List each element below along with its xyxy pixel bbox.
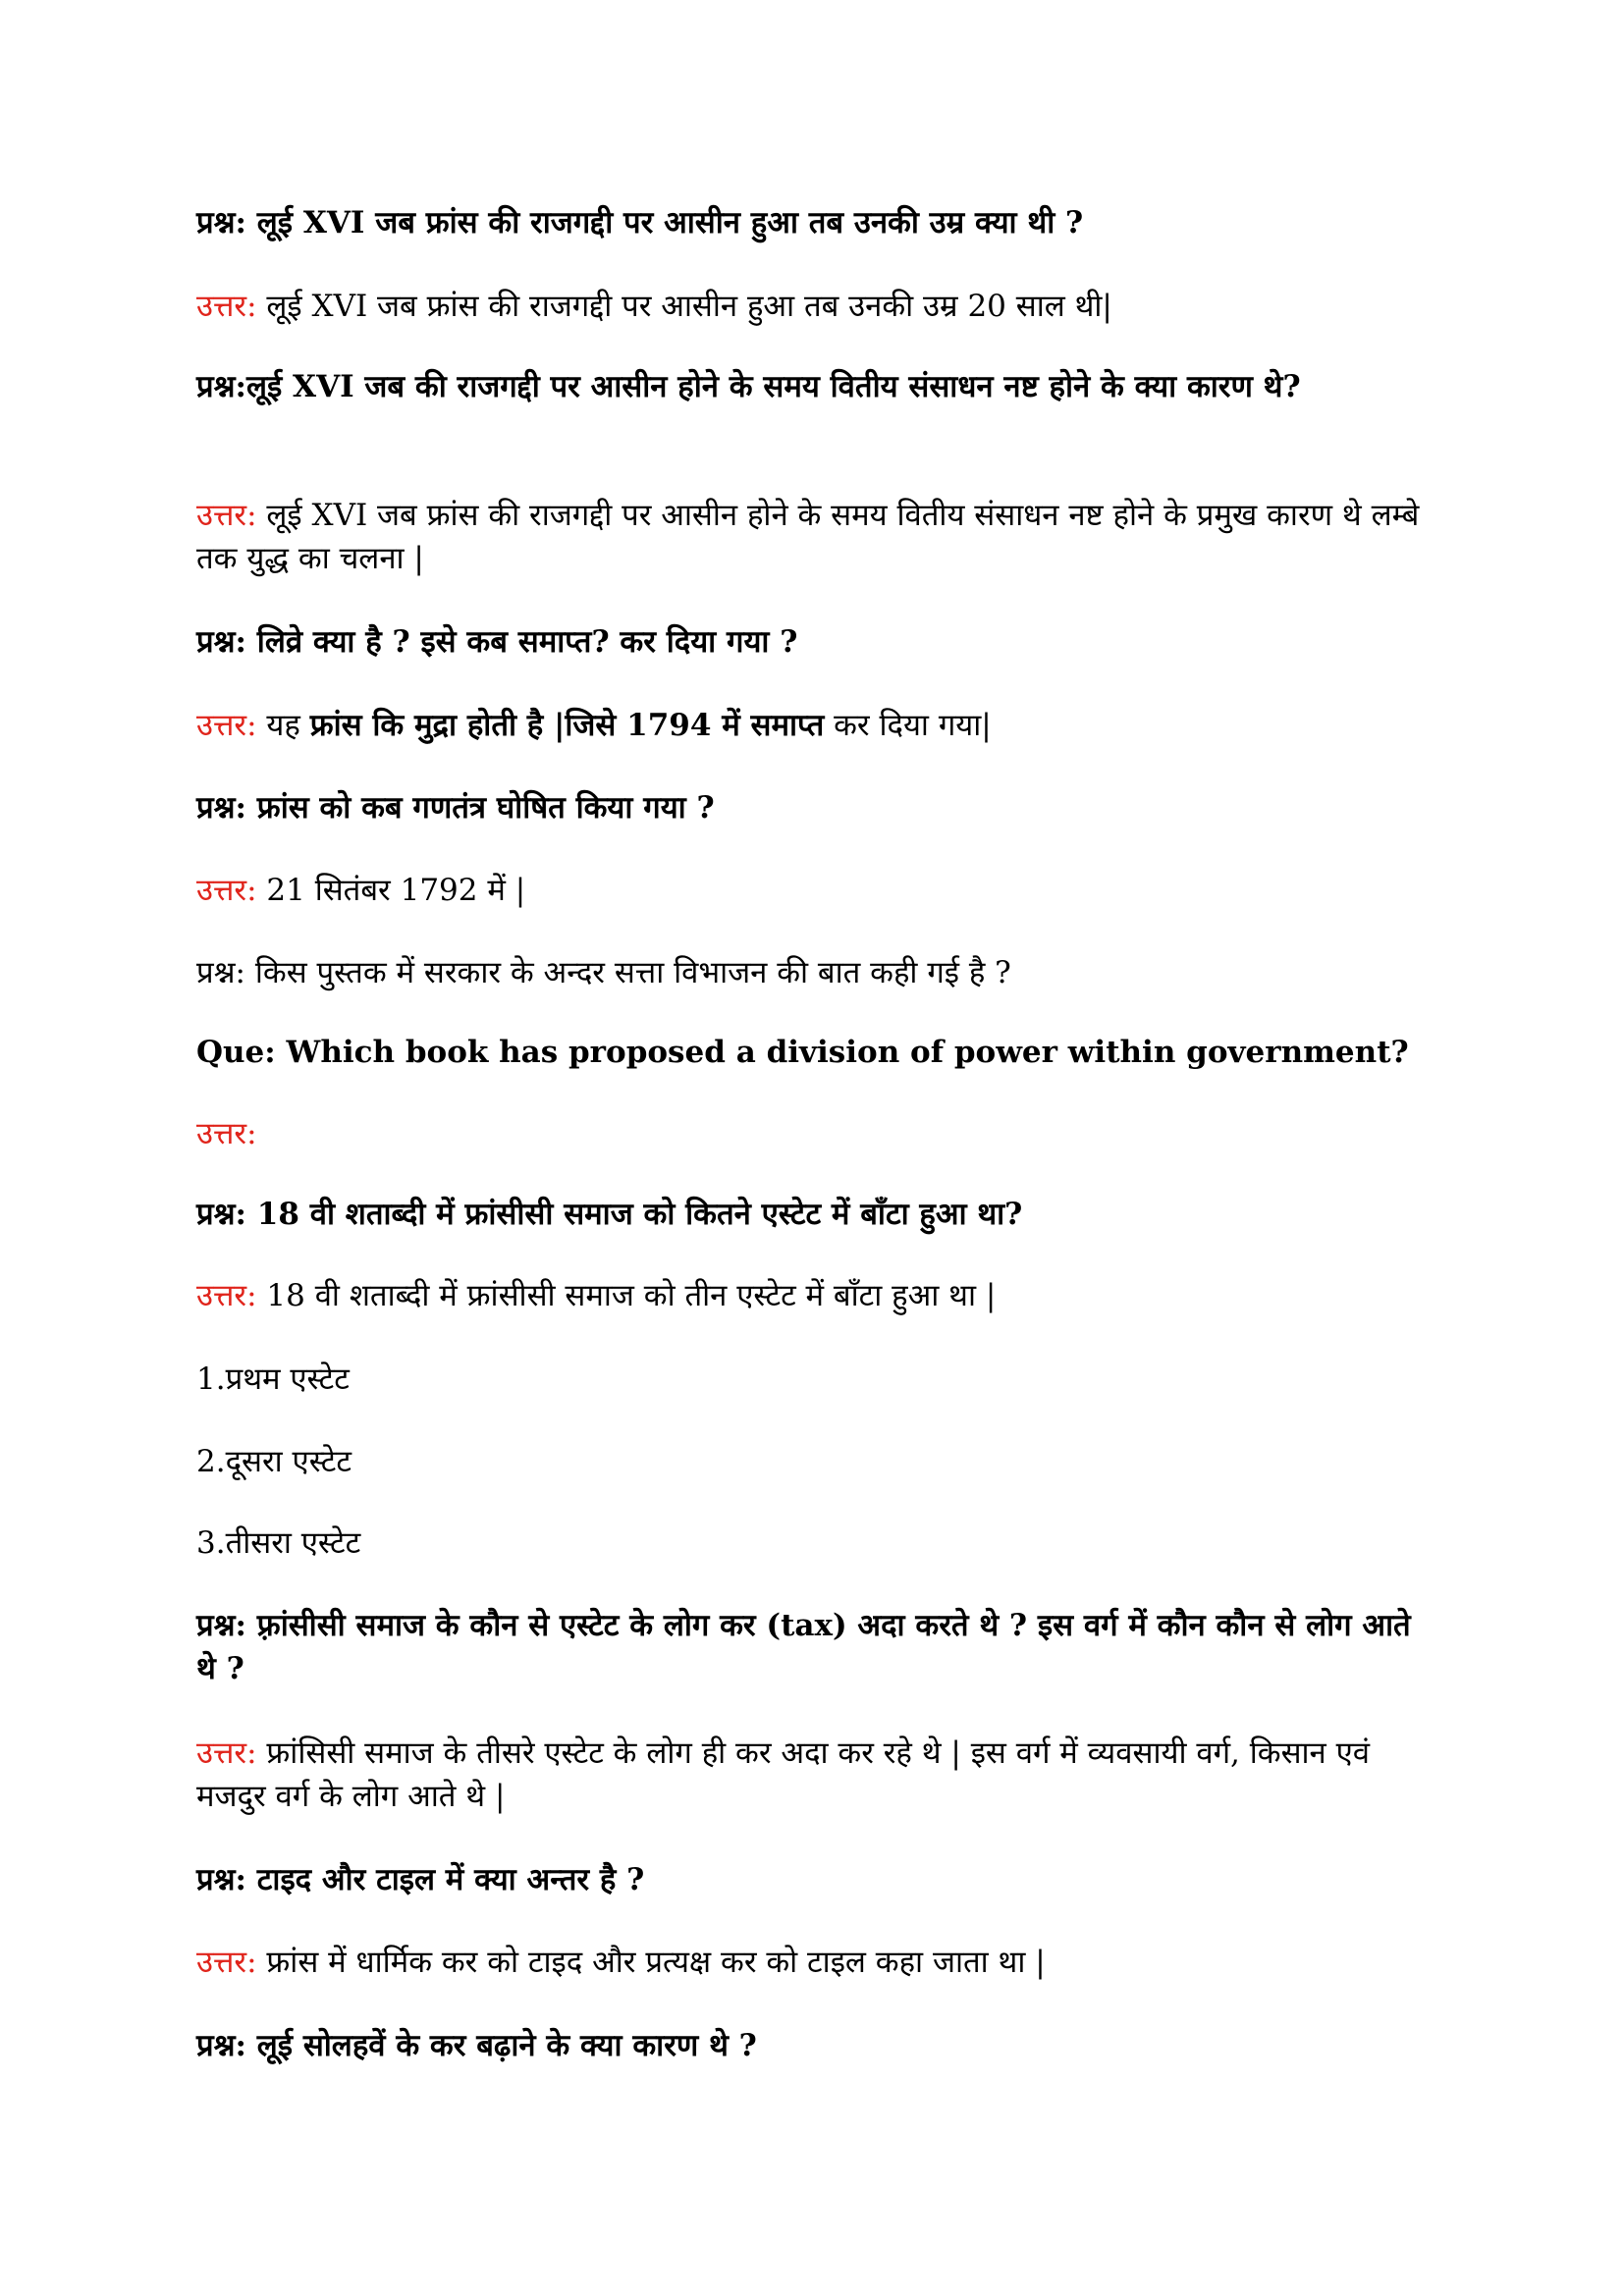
answer-text: 21 सितंबर 1792 में | — [256, 873, 526, 908]
question-1: प्रश्न: लूई XVI जब फ्रांस की राजगद्दी पर आसीन हुआ तब उनकी उम्र क्या थी ? — [196, 205, 1084, 240]
question-4: प्रश्न: फ्रांस को कब गणतंत्र घोषित किया गया ? — [196, 790, 715, 826]
answer-3 — [196, 704, 1424, 747]
answer-label: उत्तर: — [196, 1116, 257, 1151]
question-3: प्रश्न: लिव्रे क्या है ? इसे कब समाप्त? कर दिया गया ? — [196, 624, 798, 660]
question-5: प्रश्न: किस पुस्तक में सरकार के अन्दर सत्ता विभाजन की बात कही गई है ? — [196, 955, 1011, 990]
question-6: प्रश्न: 18 वी शताब्दी में फ्रांसीसी समाज को कितने एस्टेट में बाँटा हुआ था? — [196, 1197, 1023, 1232]
list-item-3: 3.तीसरा एस्टेट — [196, 1525, 361, 1561]
answer-label: उत्तर: — [196, 708, 257, 743]
answer-1 — [196, 285, 1424, 328]
question-9: प्रश्न: लूई सोलहवें के कर बढ़ाने के क्या कारण थे ? — [196, 2028, 757, 2063]
answer-text: लूई XVI जब फ्रांस की राजगद्दी पर आसीन होने के समय वितीय संसाधन नष्ट होने के प्रमुख कारण थे लम्बे तक युद्ध का चलना | — [196, 498, 1420, 576]
answer-label: उत्तर: — [196, 1735, 257, 1771]
answer-6 — [196, 1274, 1424, 1317]
question-2: प्रश्न:लूई XVI जब की राजगद्दी पर आसीन होने के समय वितीय संसाधन नष्ट होने के क्या कारण थे? — [196, 369, 1301, 404]
answer-label: उत्तर: — [196, 873, 257, 908]
answer-text: लूई XVI जब फ्रांस की राजगद्दी पर आसीन हुआ तब उनकी उम्र 20 साल थी| — [256, 289, 1112, 324]
answer-text-end: कर दिया गया| — [824, 708, 992, 743]
question-5-english: Que: Which book has proposed a division of power within government? — [196, 1035, 1409, 1070]
answer-text: फ्रांस में धार्मिक कर को टाइद और प्रत्यक्ष कर को टाइल कहा जाता था | — [256, 1945, 1046, 1980]
answer-7 — [196, 1732, 1424, 1818]
answer-label: उत्तर: — [196, 1945, 257, 1980]
answer-text: यह — [256, 708, 310, 743]
question-8: प्रश्न: टाइद और टाइल में क्या अन्तर है ? — [196, 1862, 645, 1897]
answer-label: उत्तर: — [196, 1278, 257, 1313]
answer-8 — [196, 1941, 1424, 1984]
list-item-2: 2.दूसरा एस्टेट — [196, 1444, 352, 1479]
answer-text: 18 वी शताब्दी में फ्रांसीसी समाज को तीन एस्टेट में बाँटा हुआ था | — [256, 1278, 997, 1313]
answer-bold-text: फ्रांस कि मुद्रा होती है |जिसे 1794 में समाप्त — [309, 708, 825, 743]
answer-4 — [196, 869, 1424, 912]
answer-2 — [196, 494, 1424, 580]
answer-5 — [196, 1112, 1424, 1155]
answer-text: फ्रांसिसी समाज के तीसरे एस्टेट के लोग ही कर अदा कर रहे थे | इस वर्ग में व्यवसायी वर्ग, किसान एवं मजदुर वर्ग के लोग आते थे | — [196, 1735, 1370, 1814]
answer-label: उत्तर: — [196, 498, 257, 533]
list-item-1: 1.प्रथम एस्टेट — [196, 1362, 350, 1397]
answer-label: उत्तर: — [196, 289, 257, 324]
question-7: प्रश्न: फ़्रांसीसी समाज के कौन से एस्टेट के लोग कर (tax) अदा करते थे ? इस वर्ग में कौन कौन से लोग आते थे ? — [196, 1608, 1411, 1686]
